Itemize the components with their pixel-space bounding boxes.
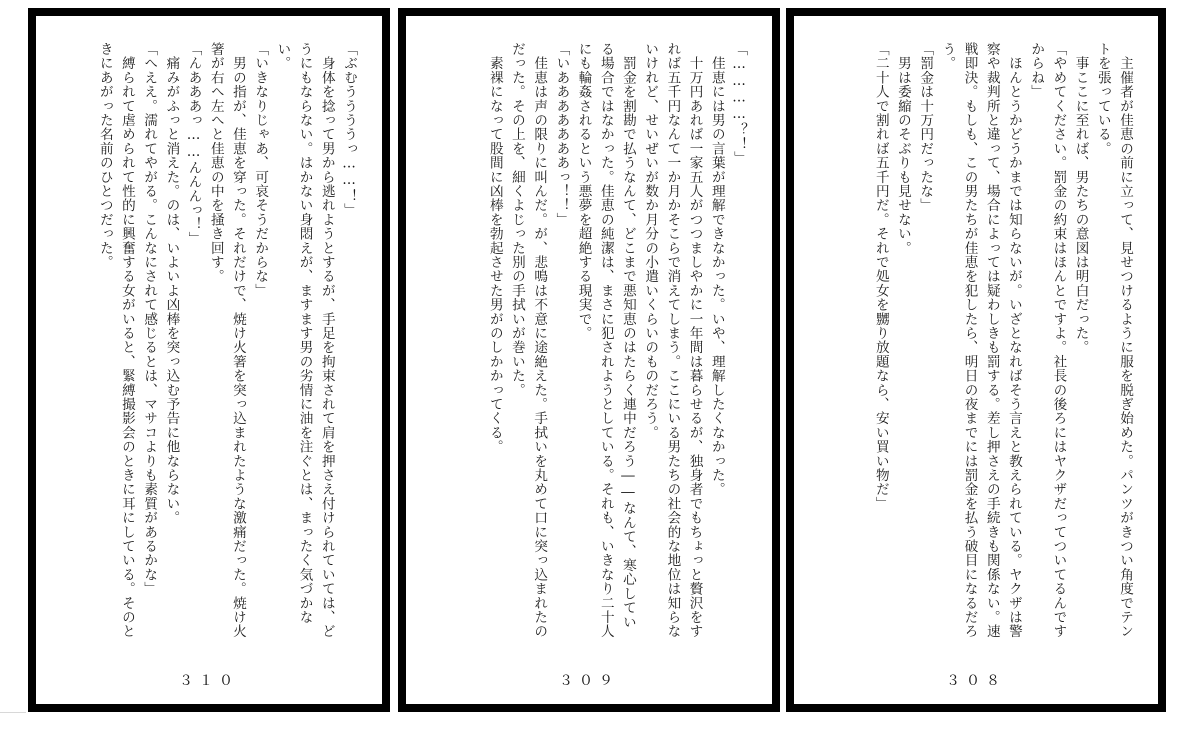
page-text [870,42,1136,642]
paragraph: 事ここに至れば、男たちの意図は明白だった。 [1072,42,1089,355]
page-310 [28,8,390,712]
paragraph: 十万円あれば一家五人がつつましやかに一年間は暮らせるが、独身者でもちょっと贅沢をすれば五千円なんて一か月かそこらで消えてしまう。ここにいる男たちの社会的な地位は知らないけれど、せいぜいが数か月分の小遣いくらいのものだろう。 [642,42,703,639]
paragraph: 佳恵には男の言葉が理解できなかった。いや、理解したくなかった。 [708,42,725,497]
paragraph: 罰金を割勘で払うなんて、どこまで悪知恵のはたらく連中だろう――なんて、寒心している場合ではなかった。佳恵の純潔は、まさに犯されようとしている。それも、いきなり二十人にも輪姦されるという悪夢を超絶する現実で。 [575,42,636,639]
paragraph: 佳恵は声の限りに叫んだ。が、悲鳴は不意に途絶えた。手拭いを丸めて口に突っ込まれたのだった。その上を、細くよじった別の手拭いが巻いた。 [508,42,548,639]
paragraph: 「やめてください。罰金の約束はほんとですよ。社長の後ろにはヤクザだってついてるんですからね」 [1028,42,1067,639]
paragraph: 素裸になって股間に凶棒を勃起させた男がのしかかってくる。 [486,42,503,454]
page-text [484,42,750,642]
paragraph: 「へええ。濡れてやがる。こんなにされて感じるとは、マサコよりも素質があるかな」 [141,42,158,596]
page-text [94,42,360,642]
page-number: ３０９ [559,673,619,689]
page-number: ３０８ [946,673,1006,689]
paragraph: 「ぶむううううっ……！」 [341,42,357,218]
page-308 [786,8,1166,712]
paragraph: 痛みがふっと消えた。のは、いよいよ凶棒を突っ込む予告に他ならない。 [163,42,180,525]
paragraph: 「…………？！」 [731,42,747,166]
paragraph: 「いきなりじゃあ、可哀そうだからな」 [252,42,269,298]
paragraph: 「二十人で割れば五千円だ。それで処女を嬲り放題なら、安い買い物だ」 [872,42,889,511]
paragraph: 身体を捻って男から逃れようとするが、手足を拘束されて肩を押さえ付けられていては、どうにもならない。はかない身悶えが、ますます男の劣情に油を注ぐとは、まったく気づかない。 [274,42,335,639]
page-number: ３１０ [179,673,239,689]
paragraph: ほんとうかどうかまでは知らないが。いざとなればそう言えと教えられている。ヤクザは警察や裁判所と違って、場合によっては疑わしきも罰する。差し押さえの手続きも関係ない。速戦即決。もしも、この男たちが佳恵を犯したら、明日の夜までには罰金を払う破目になるだろう。 [939,42,1022,639]
paragraph: 縛られて虐められて性的に興奮する女がいると、緊縛撮影会のときに耳にしている。そのときにあがった名前のひとつだった。 [96,42,135,639]
paragraph: 男の指が、佳恵を穿った。それだけで、焼け火箸を突っ込まれたような激痛だった。焼け火箸が右へ左へと佳恵の中を掻き回す。 [207,42,246,639]
page-309 [398,8,780,712]
paragraph: 「んあああっ……んんんっ！」 [185,42,202,246]
divider [0,712,26,713]
paragraph: 主催者が佳恵の前に立って、見せつけるように服を脱ぎ始めた。パンツがきつい角度でテントを張っている。 [1094,42,1133,639]
paragraph: 「罰金は十万円だったな」 [917,42,934,213]
paragraph: 「いあああああああっ！！」 [553,42,570,227]
paragraph: 男は委縮のそぶりも見せない。 [894,42,911,255]
